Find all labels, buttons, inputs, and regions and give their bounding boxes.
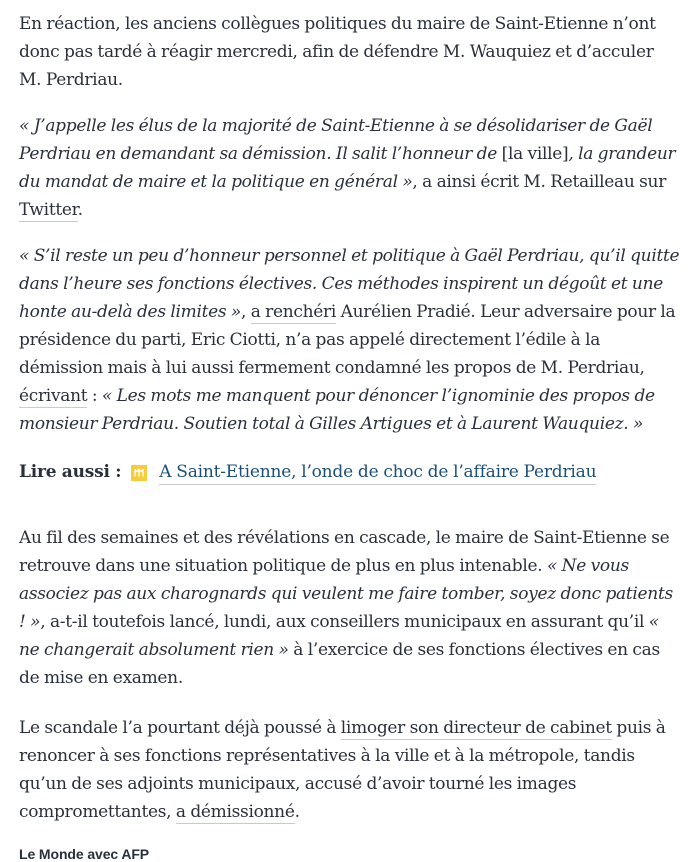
retailleau-quote-start: « J’appelle les élus de la majorité de Saint-Etienne à se désolidariser de Gaël Perdriau en demandant sa démission. Il salit l’honneur de [la ville], la grandeur du mandat de maire et la politique en général »	[19, 116, 676, 192]
perdriau-quote: « Ne vous associez pas aux charognards qui veulent me faire tomber, soyez donc patients ! »	[19, 556, 673, 632]
limoger-link[interactable]: limoger son directeur de cabinet	[340, 718, 612, 738]
pradie-quote: « S’il reste un peu d’honneur personnel et politique à Gaël Perdriau, qu’il quitte dans l’heure ses fonctions électives. Ces méthodes inspirent un dégoût et une honte au-delà des limites »	[19, 246, 680, 322]
related-article-link[interactable]: A Saint-Etienne, l’onde de choc de l’affaire Perdriau	[159, 460, 596, 485]
lire-aussi	[19, 458, 680, 486]
paragraph-5: Le scandale l’a pourtant déjà poussé à limoger son directeur de cabinet puis à renoncer à ses fonctions représentatives à la ville et à la métropole, tandis qu’un de ses adjoints municipaux, accusé d’avoir tourné les images compromettantes, a démissionné.	[19, 718, 666, 822]
paragraph-5-text: Le scandale l’a pourtant déjà poussé à	[19, 718, 341, 738]
paragraph-2-text: , a ainsi écrit M. Retailleau sur	[412, 172, 667, 192]
paragraph-4-text: Au fil des semaines et des révélations en cascade, le maire de Saint-Etienne se retrouve dans une situation politique de plus en plus intenable.	[19, 528, 670, 576]
paragraph-4: Au fil des semaines et des révélations en cascade, le maire de Saint-Etienne se retrouve dans une situation politique de plus en plus intenable. « Ne vous associez pas aux charognards qui veulent me faire tomber, soyez donc patients ! », a-t-il toutefois lancé, lundi, aux conseillers municipaux en assurant qu’il « ne changerait absolument rien » à l’exercice de ses fonctions électives en cas de mise en examen.	[19, 528, 673, 688]
paragraph-3-text: Aurélien Pradié. Leur adversaire pour la présidence du parti, Eric Ciotti, n’a pas appelé directement l’édile à la démission mais à lui aussi fermement condamné les propos de M. Perdriau,	[19, 302, 676, 378]
lire-aussi-label: Lire aussi :	[19, 462, 122, 482]
quote-bracket: [la ville]	[501, 144, 569, 164]
paragraph-2: « J’appelle les élus de la majorité de Saint-Etienne à se désolidariser de Gaël Perdriau en demandant sa démission. Il salit l’honneur de [la ville], la grandeur du mandat de maire et la politique en général », a ainsi écrit M. Retailleau sur Twitter.	[19, 116, 676, 220]
article-source: Le Monde avec AFP	[19, 846, 150, 862]
demissionne-link[interactable]: a démissionné	[175, 802, 295, 822]
rencheri-link[interactable]: a renchéri	[250, 302, 336, 322]
le-monde-subscriber-icon	[131, 465, 147, 481]
ciotti-quote: « Les mots me manquent pour dénoncer l’ignominie des propos de monsieur Perdriau. Soutien total à Gilles Artigues et à Laurent Wauquiez. »	[19, 386, 655, 434]
twitter-link[interactable]: Twitter	[19, 200, 78, 220]
ecrivant-link[interactable]: écrivant	[19, 386, 88, 406]
paragraph-1-text: En réaction, les anciens collègues politiques du maire de Saint-Etienne n’ont donc pas tardé à réagir mercredi, afin de défendre M. Wauquiez et d’acculer M. Perdriau.	[19, 14, 656, 90]
paragraph-3: « S’il reste un peu d’honneur personnel et politique à Gaël Perdriau, qu’il quitte dans l’heure ses fonctions électives. Ces méthodes inspirent un dégoût et une honte au-delà des limites », a renchéri Aurélien Pradié. Leur adversaire pour la présidence du parti, Eric Ciotti, n’a pas appelé directement l’édile à la démission mais à lui aussi fermement condamné les propos de M. Perdriau, écrivant : « Les mots me manquent pour dénoncer l’ignominie des propos de monsieur Perdriau. Soutien total à Gilles Artigues et à Laurent Wauquiez. »	[19, 246, 680, 434]
perdriau-quote-2: « ne changerait absolument rien »	[19, 612, 659, 660]
paragraph-1	[19, 0, 680, 94]
